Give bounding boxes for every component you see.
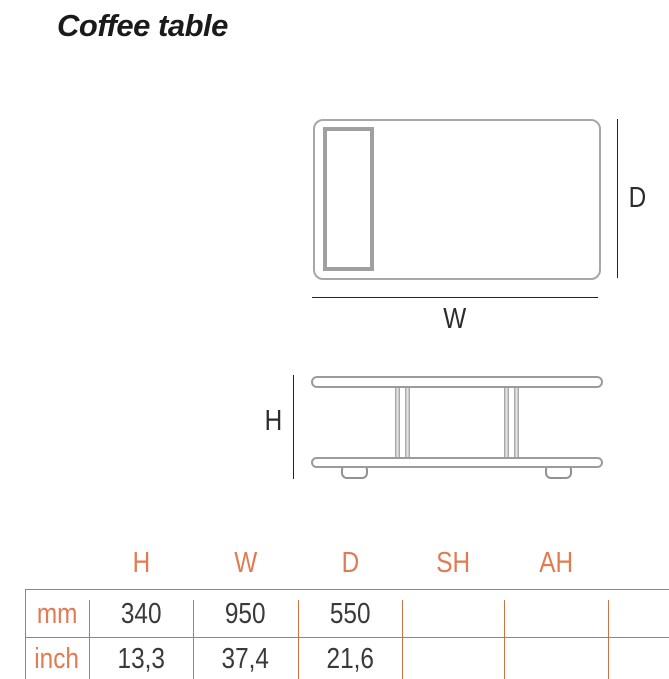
table-column-divider: [608, 600, 609, 679]
depth-label: D: [628, 181, 646, 214]
depth-dimension-line: [617, 119, 618, 278]
width-dimension-line: [312, 297, 598, 298]
value-mm-ah: [504, 598, 608, 631]
unit-label-mm: mm: [36, 598, 78, 630]
value-inch-d: 21,6: [326, 643, 374, 675]
left-leg-line-back: [405, 387, 410, 458]
height-label: H: [264, 404, 282, 437]
table-row-divider: [25, 637, 669, 638]
height-dimension-line: [293, 375, 294, 479]
value-inch-w: 37,4: [221, 643, 270, 675]
right-leg-line-back: [514, 387, 519, 458]
value-inch-sh: [402, 643, 504, 676]
tabletop-tray-inset: [323, 127, 374, 271]
table-top-border: [25, 589, 669, 590]
right-leg-line-front: [504, 387, 509, 458]
column-header-h: H: [132, 547, 150, 579]
page-title: Coffee table: [57, 8, 228, 43]
bottom-shelf: [311, 457, 603, 468]
value-mm-d: 550: [329, 598, 371, 630]
unit-label-inch: inch: [34, 643, 80, 675]
top-shelf: [311, 376, 603, 388]
value-mm-h: 340: [120, 598, 162, 630]
column-header-w: W: [234, 547, 257, 579]
value-mm-sh: [402, 598, 504, 631]
value-inch-h: 13,3: [117, 643, 165, 675]
column-header-sh: SH: [436, 547, 470, 579]
left-leg-line-front: [395, 387, 400, 458]
value-inch-ah: [504, 643, 608, 676]
width-label: W: [443, 302, 467, 335]
column-header-ah: AH: [539, 547, 573, 579]
column-header-d: D: [341, 547, 359, 579]
value-mm-w: 950: [225, 598, 266, 630]
